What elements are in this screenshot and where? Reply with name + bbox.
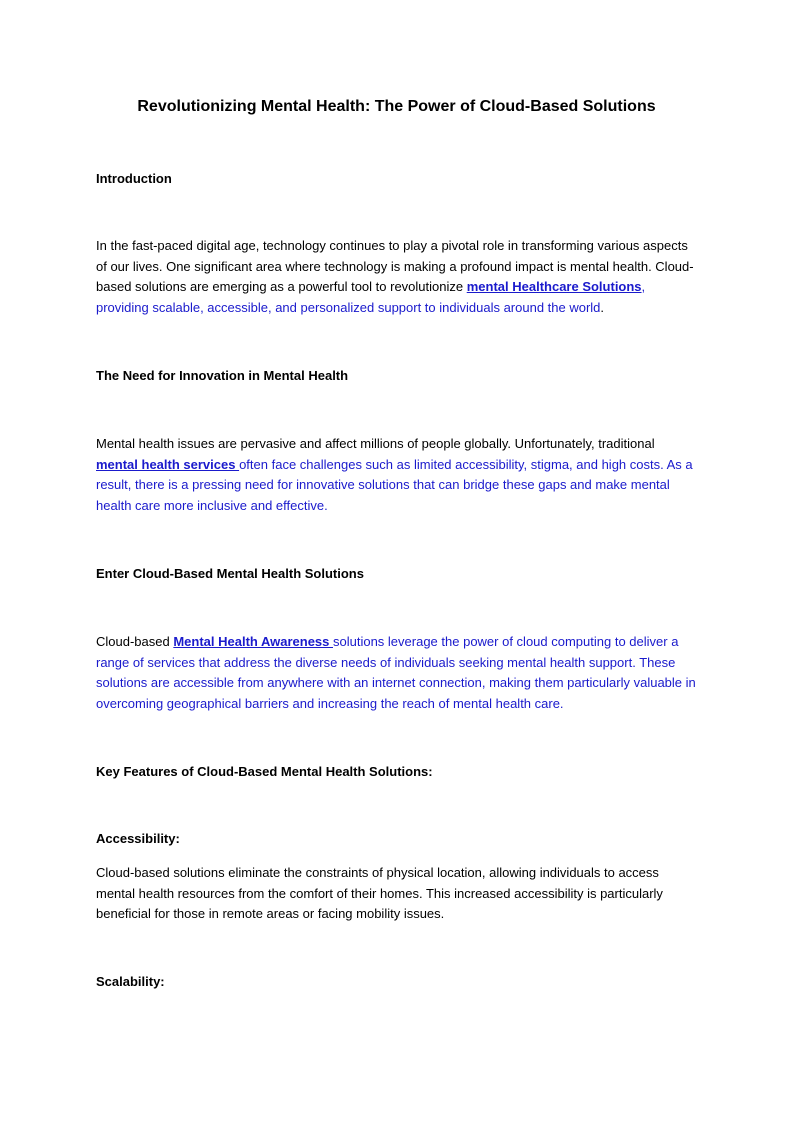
paragraph-text: In the fast-paced digital age, technology continues to play a pivotal role in transforming various aspects of our lives. One significant area where technology is making a profound impact is mental health. Cloud-based solutions are emerging as a powerful tool to revolutionize (96, 238, 694, 295)
paragraph-introduction (96, 236, 698, 319)
paragraph-need-for-innovation (96, 434, 698, 517)
link-mental-health-services[interactable]: mental health services (96, 456, 240, 472)
heading-scalability: Scalability: (96, 974, 165, 989)
paragraph-period: . (600, 300, 605, 316)
paragraph-accessibility: Cloud-based solutions eliminate the constraints of physical location, allowing individuals to access mental health resources from the comfort of their homes. This increased accessibility is particularly beneficial for those in remote areas or facing mobility issues. (96, 865, 663, 922)
paragraph-blue-text: solutions leverage the power of cloud computing to deliver a range of services that address the diverse needs of individuals seeking mental health support. These solutions are accessible from anywhere with an internet connection, making them particularly valuable in overcoming geographical barriers and increasing the reach of mental health care. (96, 634, 696, 712)
document-title: Revolutionizing Mental Health: The Power of Cloud-Based Solutions (137, 98, 656, 115)
paragraph-text: Mental health issues are pervasive and affect millions of people globally. Unfortunately, traditional (96, 436, 655, 451)
link-mental-healthcare-solutions[interactable]: mental Healthcare Solutions (466, 279, 642, 295)
paragraph-blue-text: often face challenges such as limited accessibility, stigma, and high costs. As a result, there is a pressing need for innovative solutions that can bridge these gaps and make mental health care more inclusive and effective. (96, 456, 693, 514)
paragraph-text: Cloud-based (96, 634, 174, 649)
heading-enter-cloud-based: Enter Cloud-Based Mental Health Solutions (96, 566, 364, 581)
paragraph-blue-text: , providing scalable, accessible, and personalized support to individuals around the world (96, 279, 646, 316)
paragraph-enter-cloud-based (96, 632, 698, 715)
heading-introduction: Introduction (96, 171, 172, 186)
heading-need-for-innovation: The Need for Innovation in Mental Health (96, 368, 349, 383)
heading-key-features: Key Features of Cloud-Based Mental Health Solutions: (96, 764, 433, 779)
link-mental-health-awareness[interactable]: Mental Health Awareness (173, 634, 333, 649)
heading-accessibility: Accessibility: (96, 831, 180, 846)
